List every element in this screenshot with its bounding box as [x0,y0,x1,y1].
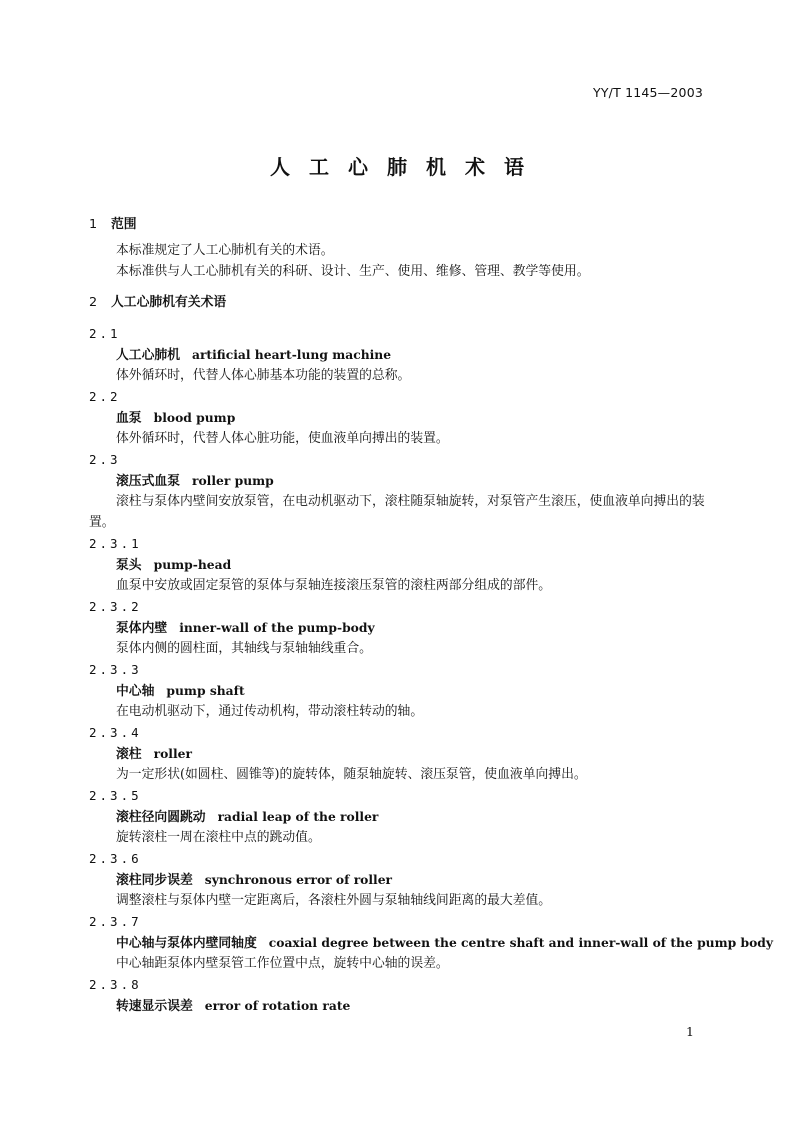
term-definition: 血泵中安放或固定泵管的泵体与泵轴连接滚压泵管的滚柱两部分组成的部件。 [116,578,552,593]
term-number: 2.1 [89,326,121,341]
terms-list [89,323,774,1016]
term-english: synchronous error of roller [204,872,393,887]
term-entry [89,911,774,974]
standard-code: YY/T 1145—2003 [592,85,703,100]
term-entry [89,659,705,722]
section-title: 范围 [111,217,137,232]
term-entry [89,722,705,785]
term-chinese: 泵体内壁 [116,621,168,636]
scope-paragraph: 本标准供与人工心肺机有关的科研、设计、生产、使用、维修、管理、教学等使用。 [116,264,590,279]
term-chinese: 中心轴 [116,684,155,699]
term-english: artificial heart-lung machine [191,347,392,362]
term-definition: 泵体内侧的圆柱面，其轴线与泵轴轴线重合。 [116,641,372,656]
term-heading [89,869,705,890]
term-entry [89,848,705,911]
section-number: 1 [89,217,98,232]
term-english: radial leap of the roller [217,809,379,824]
term-chinese: 人工心肺机 [116,348,180,363]
section-number: 2 [89,295,98,310]
term-definition: 中心轴距泵体内壁泵管工作位置中点，旋转中心轴的误差。 [116,956,449,971]
term-heading [89,554,705,575]
term-english: blood pump [153,410,236,425]
term-chinese: 转速显示误差 [116,999,193,1014]
document-body [89,214,774,1016]
term-definition: 滚柱与泵体内壁间安放泵管，在电动机驱动下，滚柱随泵轴旋转，对泵管产生滚压，使血液单向搏出的装置。 [89,494,705,530]
term-number: 2.3.5 [89,788,142,803]
term-english: pump shaft [166,683,245,698]
term-heading [89,932,774,953]
term-english: roller [153,746,192,761]
term-definition: 调整滚柱与泵体内壁一定距离后，各滚柱外圆与泵轴轴线间距离的最大差值。 [116,893,552,908]
term-number: 2.3.6 [89,851,142,866]
term-definition: 体外循环时，代替人体心肺基本功能的装置的总称。 [116,368,411,383]
term-heading [89,344,705,365]
term-heading [89,806,705,827]
term-entry [89,596,705,659]
term-heading [89,407,705,428]
term-heading [89,617,705,638]
term-heading [89,470,705,491]
section-title: 人工心肺机有关术语 [111,295,227,310]
term-number: 2.3.4 [89,725,142,740]
term-definition: 体外循环时，代替人体心脏功能，使血液单向搏出的装置。 [116,431,449,446]
section-heading-terms [89,292,705,314]
term-english: inner-wall of the pump-body [179,620,375,635]
term-entry [89,449,705,533]
term-chinese: 中心轴与泵体内壁同轴度 [116,936,257,951]
term-english: pump-head [153,557,232,572]
term-number: 2.3.1 [89,536,142,551]
term-chinese: 滚压式血泵 [116,474,180,489]
term-entry [89,386,705,449]
term-definition: 为一定形状(如圆柱、圆锥等)的旋转体，随泵轴旋转、滚压泵管，使血液单向搏出。 [116,767,587,782]
term-number: 2.2 [89,389,121,404]
term-heading [89,743,705,764]
document-title: 人工心肺机术语 [270,155,543,179]
term-number: 2.3.3 [89,662,142,677]
term-chinese: 滚柱同步误差 [116,873,193,888]
term-english: error of rotation rate [204,998,351,1013]
term-entry [89,533,705,596]
term-entry [89,323,705,386]
scope-paragraph: 本标准规定了人工心肺机有关的术语。 [116,243,334,258]
term-entry [89,785,705,848]
section-heading-scope [89,214,705,236]
term-chinese: 滚柱径向圆跳动 [116,810,206,825]
term-definition: 在电动机驱动下，通过传动机构，带动滚柱转动的轴。 [116,704,424,719]
term-number: 2.3.8 [89,977,142,992]
term-number: 2.3.7 [89,914,142,929]
term-heading [89,995,705,1016]
term-number: 2.3 [89,452,121,467]
page-number: 1 [686,1024,694,1039]
term-chinese: 血泵 [116,411,142,426]
term-english: coaxial degree between the centre shaft and inner-wall of the pump body [268,935,774,950]
term-heading [89,680,705,701]
term-english: roller pump [191,473,274,488]
term-chinese: 泵头 [116,558,142,573]
term-number: 2.3.2 [89,599,142,614]
term-definition: 旋转滚柱一周在滚柱中点的跳动值。 [116,830,321,845]
term-chinese: 滚柱 [116,747,142,762]
term-entry [89,974,705,1016]
